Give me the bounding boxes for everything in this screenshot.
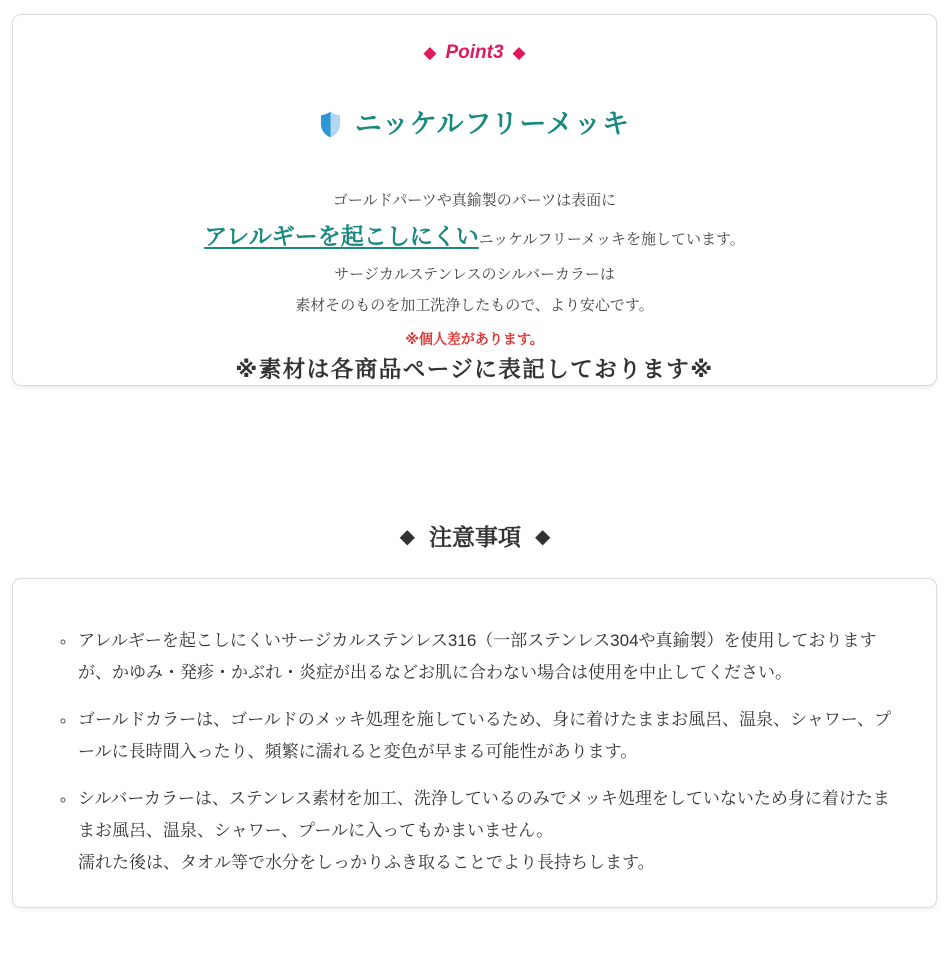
diamond-icon: ◆ xyxy=(399,526,415,548)
notice-heading-label: 注意事項 xyxy=(429,524,521,550)
diamond-icon: ◆ xyxy=(535,526,551,548)
lead-line: サージカルステンレスのシルバーカラーは xyxy=(334,266,615,283)
bullet-text: ◦ ゴールドカラーは、ゴールドのメッキ処理を施しているため、身に着けたままお風呂、温泉、シャワー、プールに長時間入ったり、頻繁に濡れると変色が早まる可能性があります。 xyxy=(78,710,892,761)
material-note: ※素材は各商品ページに表記しております※ xyxy=(235,357,714,382)
bullet-text: ◦ シルバーカラーは、ステンレス素材を加工、洗浄しているのみでメッキ処理をしていないため身に着けたままお風呂、温泉、シャワー、プールに入ってもかまいません。 xyxy=(78,789,890,840)
bullet-text: 濡れた後は、タオル等で水分をしっかりふき取ることでより長持ちします。 xyxy=(78,853,655,872)
notice-list xyxy=(13,579,936,879)
allergy-highlight: アレルギーを起こしにくい xyxy=(204,223,479,249)
point3-card xyxy=(12,14,937,386)
shield-icon xyxy=(319,110,342,139)
lead-line: ゴールドパーツや真鍮製のパーツは表面に xyxy=(332,192,617,209)
list-item xyxy=(76,625,902,689)
notice-heading xyxy=(0,523,950,551)
lead-rest: ニッケルフリーメッキを施しています。 xyxy=(478,231,745,248)
diamond-icon: ◆ xyxy=(423,43,437,62)
notice-card xyxy=(12,578,937,908)
heading-label: ニッケルフリーメッキ xyxy=(354,109,631,139)
lead-line: 素材そのものを加工洗浄したもので、より安心です。 xyxy=(295,297,654,314)
bullet-text: ◦ アレルギーを起こしにくいサージカルステンレス316（一部ステンレス304や真鍮製）を使用しておりますが、かゆみ・発疹・かぶれ・炎症が出るなどお肌に合わない場合は使用を中止してください。 xyxy=(78,631,877,682)
point-badge xyxy=(13,15,936,64)
nickel-free-heading xyxy=(13,109,936,139)
individual-difference-note: ※個人差があります。 xyxy=(405,331,544,347)
list-item xyxy=(76,704,902,768)
list-item xyxy=(76,783,902,879)
lead-line-mixed xyxy=(13,221,936,255)
point-label: Point3 xyxy=(445,42,504,63)
diamond-icon: ◆ xyxy=(512,43,526,62)
